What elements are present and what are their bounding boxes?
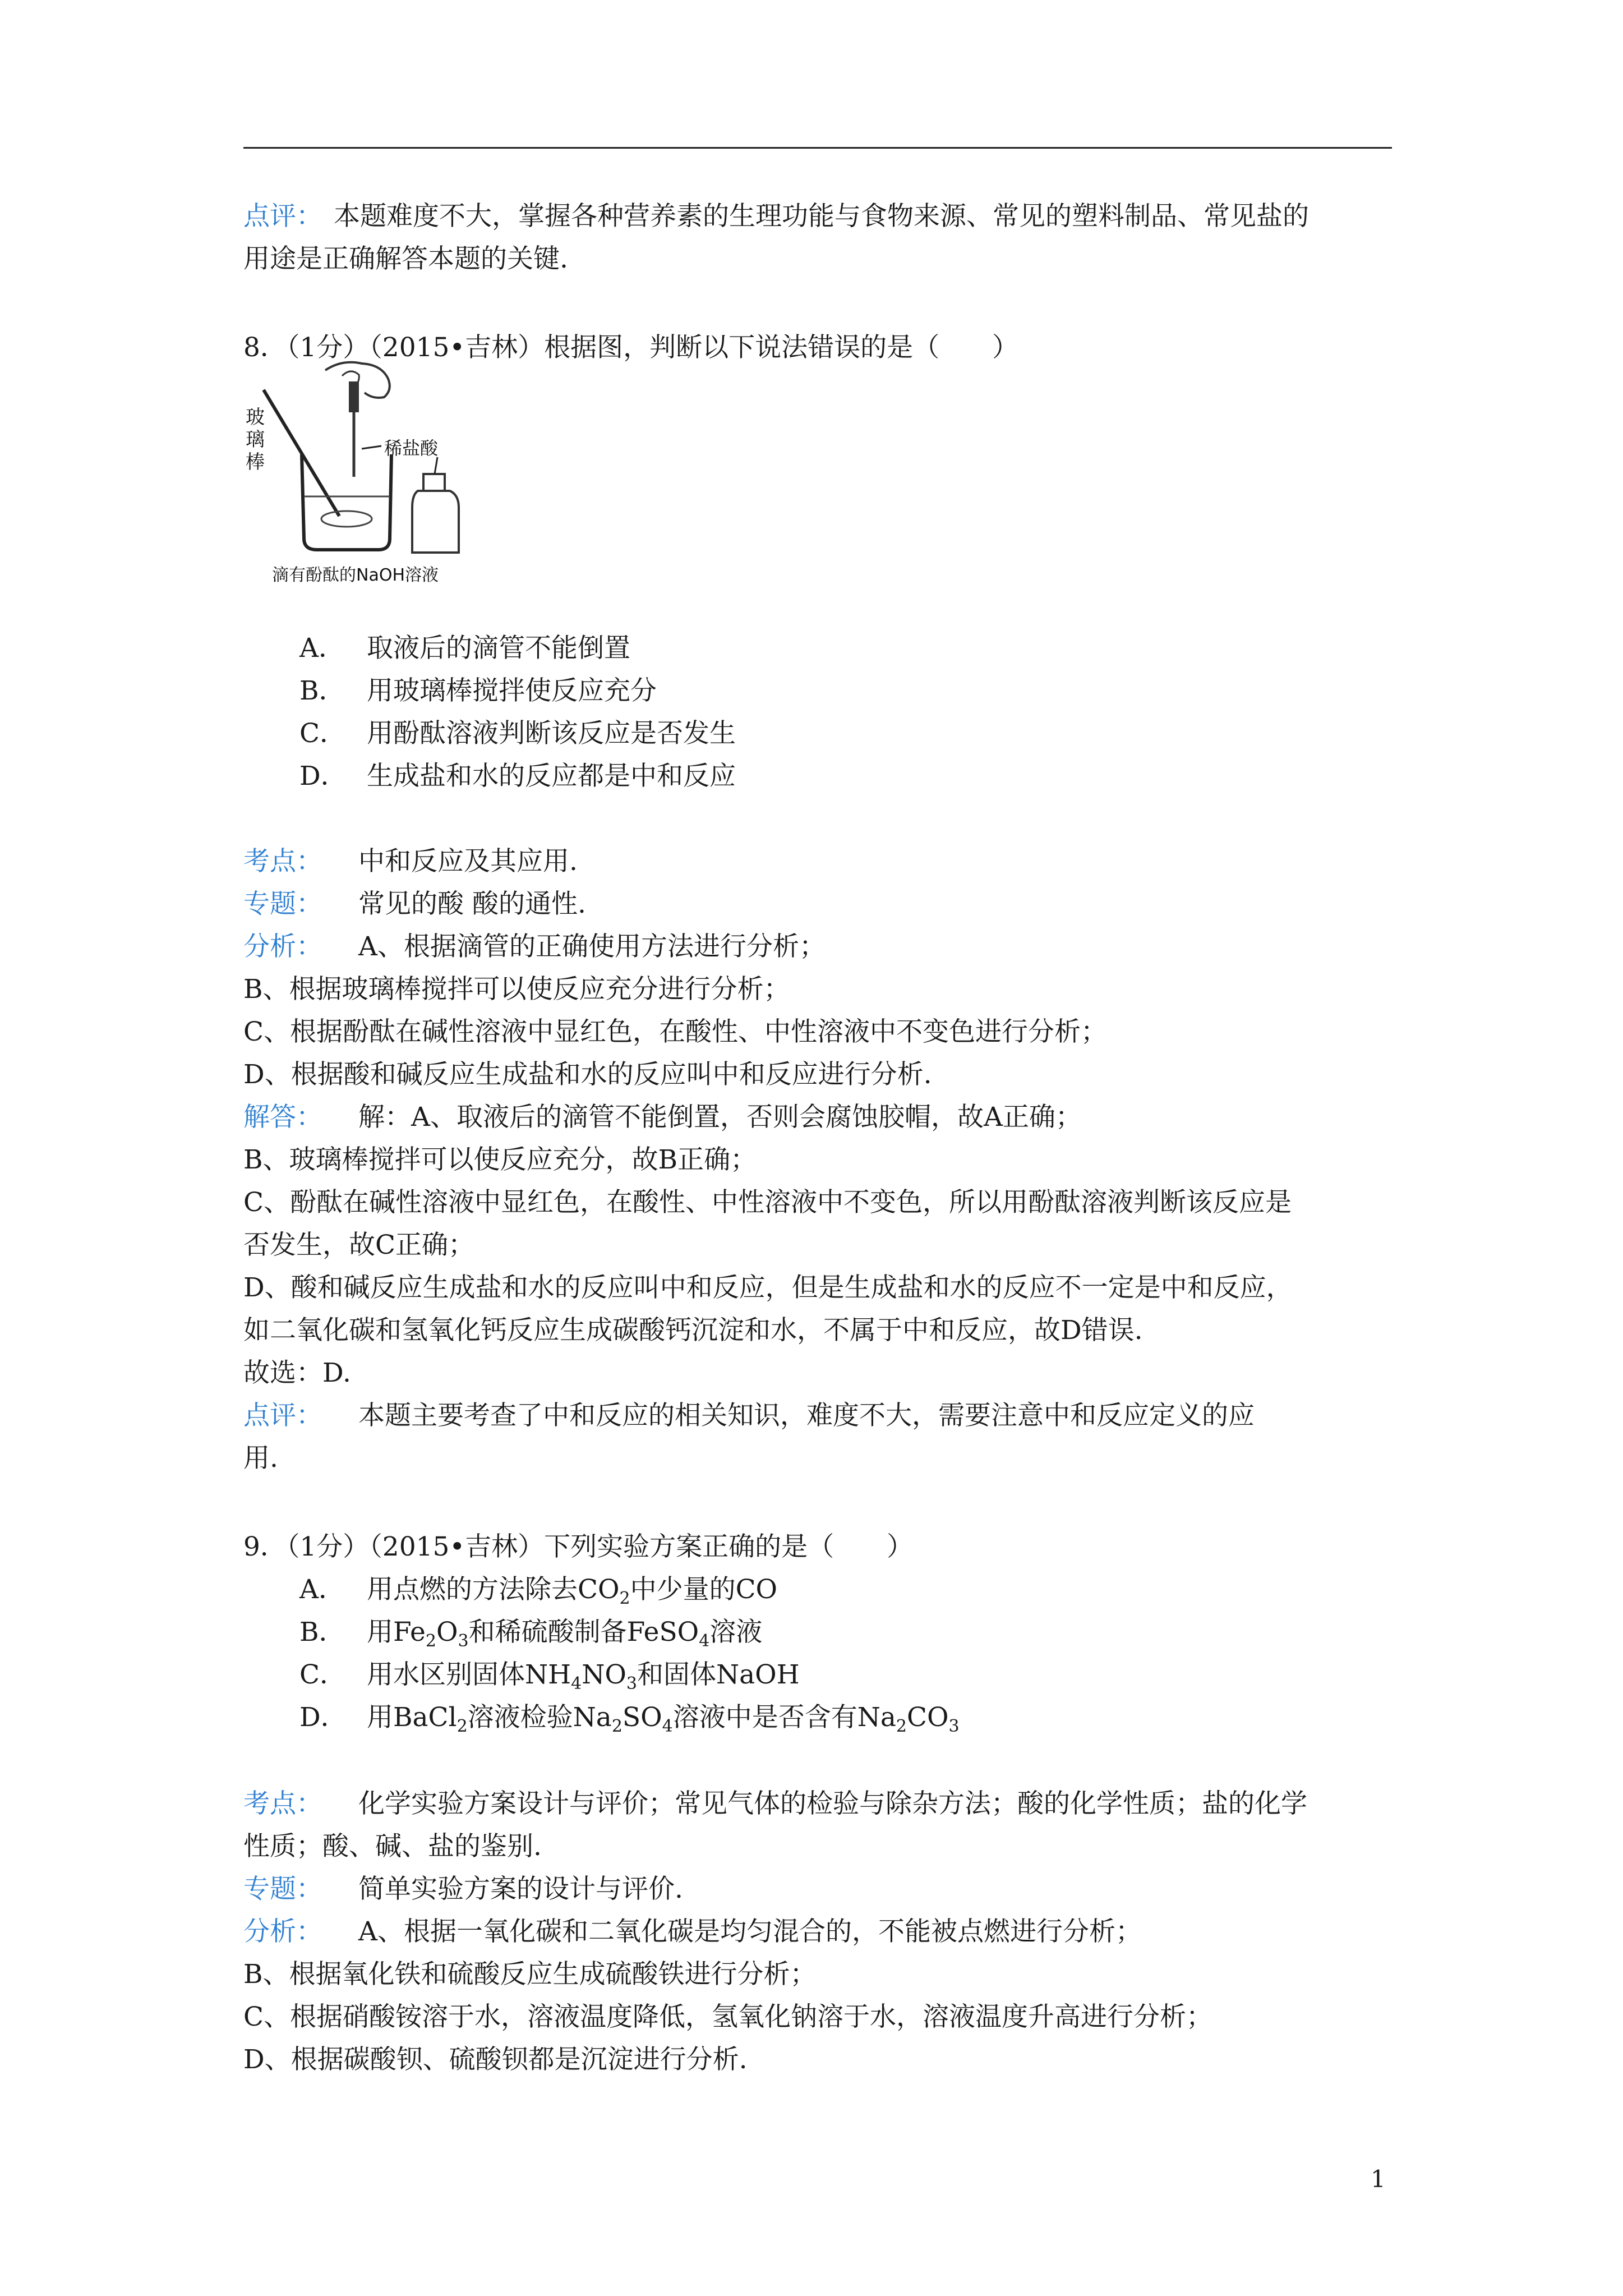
q9-fenxi-line-4: D、根据碳酸钡、硫酸钡都是沉淀进行分析.: [243, 2044, 748, 2075]
q8-option-d: D． 生成盐和水的反应都是中和反应: [299, 761, 736, 792]
q8-jieda-line-7: 故选：D.: [243, 1358, 351, 1388]
q8-jieda-line-2: B、玻璃棒搅拌可以使反应充分，故B正确；: [243, 1144, 757, 1175]
q8-dianping-line-1: 点评： 本题主要考查了中和反应的相关知识，难度不大，需要注意中和反应定义的应: [243, 1400, 1255, 1431]
q8-apparatus-figure: [241, 348, 477, 611]
label-rod-3: 棒: [246, 451, 265, 473]
prev-comment-line-1: 点评： 本题难度不大，掌握各种营养素的生理功能与食物来源、常见的塑料制品、常见盐的: [243, 200, 1309, 233]
q9-option-b: B． 用$Fe_2O_3$和稀硫酸制备FeSO$_4$溶液: [299, 1617, 763, 1651]
header-rule: [243, 147, 1392, 149]
prev-comment-label: 点评：: [243, 201, 322, 232]
beaker: [302, 454, 391, 550]
q9-zhuanti: 专题： 简单实验方案的设计与评价.: [243, 1874, 683, 1904]
q8-fenxi-line-2: B、根据玻璃棒搅拌可以使反应充分进行分析；: [243, 974, 790, 1005]
q8-option-b: B． 用玻璃棒搅拌使反应充分: [299, 675, 657, 706]
q8-option-a: A． 取液后的滴管不能倒置: [299, 633, 630, 664]
label-rod-1: 玻: [246, 406, 265, 429]
q8-dianping-line-2: 用.: [243, 1443, 278, 1474]
q8-option-c: C． 用酚酞溶液判断该反应是否发生: [299, 718, 736, 749]
q8-jieda-line-5: D、酸和碱反应生成盐和水的反应叫中和反应，但是生成盐和水的反应不一定是中和反应，: [243, 1272, 1293, 1303]
q9-kaodian-line-1: 考点： 化学实验方案设计与评价；常见气体的检验与除杂方法；酸的化学性质；盐的化学: [243, 1788, 1307, 1819]
q8-stem: 8．（1分）（2015•吉林）根据图，判断以下说法错误的是（ ）: [243, 332, 1019, 363]
q8-jieda-line-1: 解答： 解：A、取液后的滴管不能倒置，否则会腐蚀胶帽，故A正确；: [243, 1102, 1082, 1133]
q9-fenxi-line-2: B、根据氧化铁和硫酸反应生成硫酸铁进行分析；: [243, 1959, 817, 1990]
q9-fenxi-line-1: 分析： A、根据一氧化碳和二氧化碳是均匀混合的，不能被点燃进行分析；: [243, 1916, 1142, 1947]
q8-zhuanti: 专题： 常见的酸 酸的通性.: [243, 889, 586, 919]
acid-bottle: [412, 491, 459, 553]
label-rod-2: 璃: [246, 429, 265, 451]
q9-option-d: D． 用BaCl$_2$溶液检验$Na_2SO_4$溶液中是否含有$Na_2CO_3$: [299, 1702, 960, 1736]
q8-fenxi-line-4: D、根据酸和碱反应生成盐和水的反应叫中和反应进行分析.: [243, 1059, 932, 1090]
dropper-bulb: [349, 381, 359, 412]
q9-kaodian-line-2: 性质；酸、碱、盐的鉴别.: [243, 1831, 542, 1862]
prev-comment-line-2: 用途是正确解答本题的关键.: [243, 243, 568, 274]
label-acid: 稀盐酸: [384, 438, 439, 459]
q8-jieda-line-3: C、酚酞在碱性溶液中显红色，在酸性、中性溶液中不变色，所以用酚酞溶液判断该反应是: [243, 1187, 1292, 1218]
q9-stem: 9．（1分）（2015•吉林）下列实验方案正确的是（ ）: [243, 1531, 914, 1562]
q8-fenxi-line-3: C、根据酚酞在碱性溶液中显红色，在酸性、中性溶液中不变色进行分析；: [243, 1016, 1107, 1047]
q8-jieda-line-6: 如二氧化碳和氢氧化钙反应生成碳酸钙沉淀和水，不属于中和反应，故D错误.: [243, 1315, 1143, 1346]
q8-fenxi-line-1: 分析： A、根据滴管的正确使用方法进行分析；: [243, 931, 826, 962]
page-number: 1: [1371, 2165, 1386, 2193]
q9-option-a: A． 用点燃的方法除去$CO_2$中少量的CO: [299, 1574, 778, 1608]
q9-fenxi-line-3: C、根据硝酸铵溶于水，溶液温度降低，氢氧化钠溶于水，溶液温度升高进行分析；: [243, 2001, 1212, 2032]
q8-jieda-line-4: 否发生，故C正确；: [243, 1230, 474, 1260]
q8-kaodian: 考点： 中和反应及其应用.: [243, 846, 578, 877]
q9-option-c: C． 用水区别固体$NH_4NO_3$和固体NaOH: [299, 1659, 800, 1694]
label-solution: 滴有酚酞的NaOH溶液: [272, 565, 439, 585]
